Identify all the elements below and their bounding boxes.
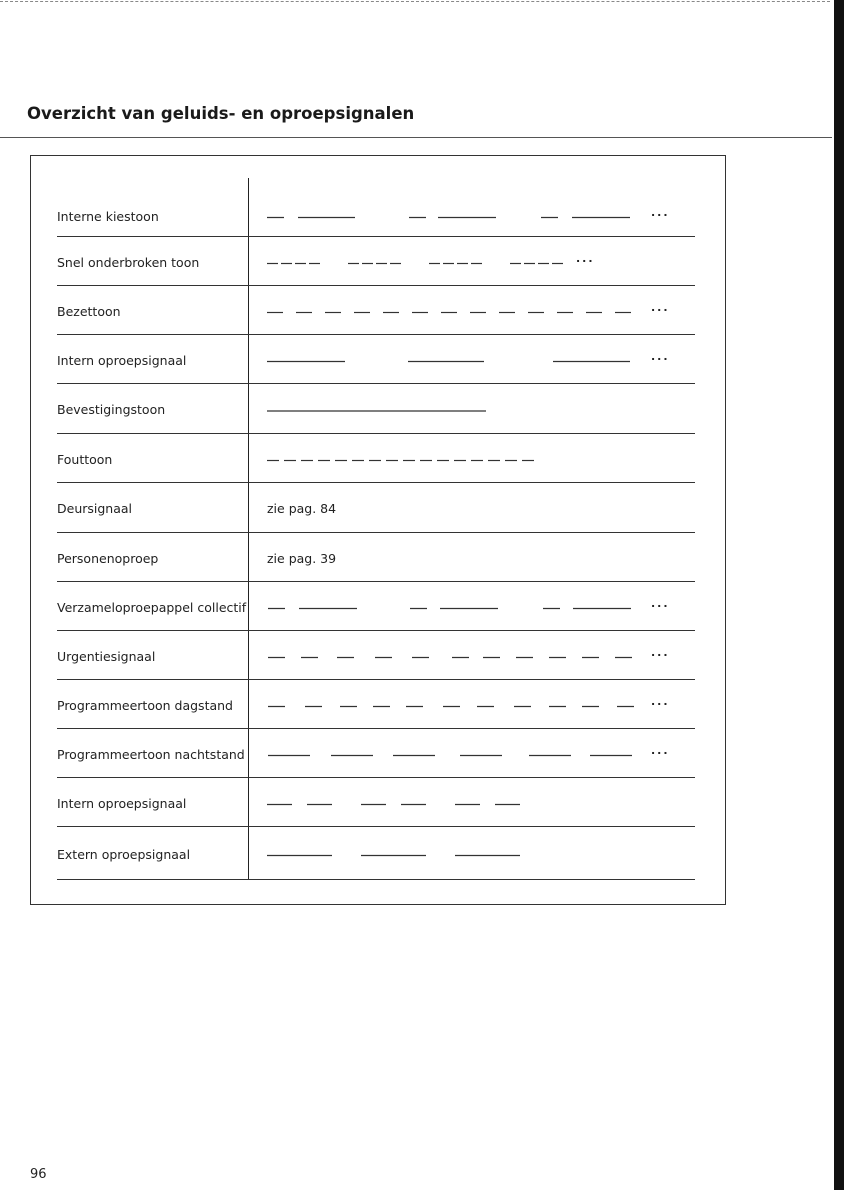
page-reference: zie pag. 39	[267, 550, 337, 566]
signal-name: Bevestigingstoon	[57, 402, 166, 417]
signal-name: Extern oproepsignaal	[57, 846, 191, 862]
signal-name: Intern oproepsignaal	[57, 795, 187, 811]
tone-pattern	[57, 680, 695, 729]
continuation-dots: ...	[651, 645, 670, 659]
tone-pattern	[57, 729, 695, 778]
tone-pattern	[57, 778, 695, 827]
continuation-dots: ...	[651, 349, 670, 363]
page-reference: zie pag. 84	[267, 501, 337, 516]
continuation-dots: ...	[651, 694, 670, 708]
tone-pattern	[57, 237, 695, 286]
table-row	[57, 533, 695, 582]
signal-name: Bezettoon	[57, 303, 121, 319]
table-row	[57, 680, 695, 729]
table-row	[57, 335, 695, 384]
tone-pattern	[57, 384, 695, 434]
table-row	[57, 483, 695, 533]
tone-pattern	[57, 286, 695, 335]
tone-pattern	[57, 178, 695, 237]
table-row	[57, 582, 695, 631]
continuation-dots: ...	[651, 743, 670, 757]
scan-edge-rule	[0, 1, 830, 2]
signal-name: Verzameloproepappel collectif	[57, 599, 247, 615]
table-row	[57, 631, 695, 680]
continuation-dots: ...	[651, 205, 670, 219]
table-row	[57, 384, 695, 434]
continuation-dots: ...	[651, 596, 670, 610]
tone-pattern	[57, 434, 695, 483]
tone-pattern	[57, 335, 695, 384]
tone-pattern	[57, 631, 695, 680]
signal-name: Programmeertoon dagstand	[57, 697, 233, 713]
tone-pattern	[57, 827, 695, 880]
table-row	[57, 178, 695, 237]
signal-name: Programmeertoon nachtstand	[57, 746, 245, 762]
table-row	[57, 286, 695, 335]
tone-pattern	[57, 582, 695, 631]
title-rule	[0, 137, 832, 138]
table-row	[57, 827, 695, 880]
signal-name: Urgentiesignaal	[57, 648, 156, 664]
signal-name: Personenoproep	[57, 550, 159, 566]
scan-edge-bar	[834, 0, 844, 1190]
signal-name: Deursignaal	[57, 501, 133, 516]
continuation-dots: ...	[576, 251, 595, 265]
table-row	[57, 778, 695, 827]
signal-name: Intern oproepsignaal	[57, 352, 187, 368]
page-title: Overzicht van geluids- en oproepsignalen	[27, 104, 415, 123]
signal-name: Interne kiestoon	[57, 208, 159, 224]
table-row	[57, 729, 695, 778]
continuation-dots: ...	[651, 300, 670, 314]
table-row	[57, 237, 695, 286]
page-number: 96	[30, 1167, 47, 1182]
table-row	[57, 434, 695, 483]
signal-name: Snel onderbroken toon	[57, 254, 200, 270]
signal-name: Fouttoon	[57, 451, 113, 467]
